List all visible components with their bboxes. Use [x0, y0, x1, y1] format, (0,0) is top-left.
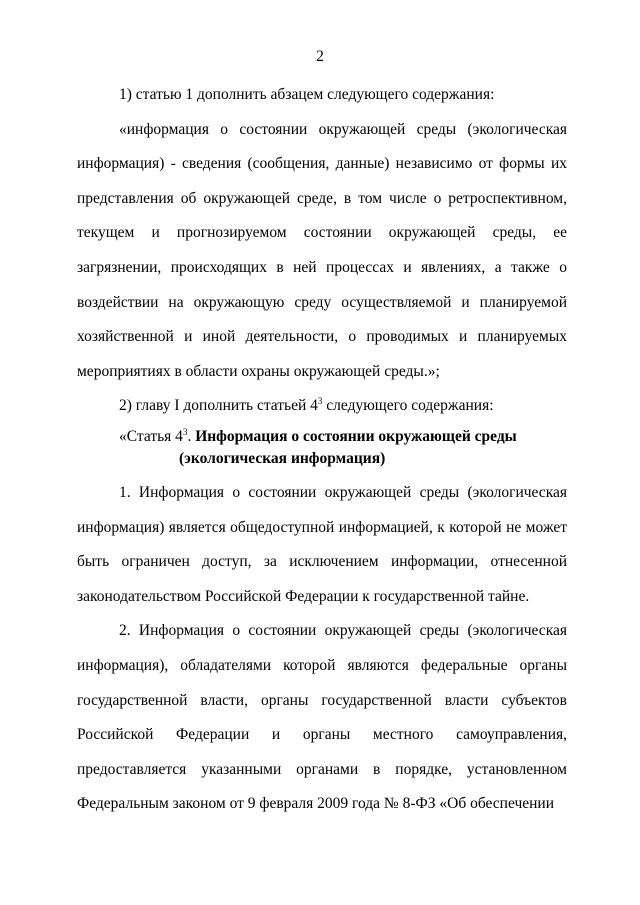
text-block-upper [77, 78, 567, 424]
amendment-2-paragraph [77, 389, 567, 424]
article-prefix-superscript: 3 [182, 426, 188, 437]
article-prefix-dot: . [187, 428, 192, 445]
amendment-2-superscript: 3 [317, 396, 323, 407]
page-number: 2 [316, 48, 324, 65]
amendment-1-paragraph: 1) статью 1 дополнить абзацем следующего содержания: [119, 86, 495, 103]
article-heading [119, 426, 517, 470]
point-2-paragraph: 2. Информация о состоянии окружающей среды (экологическая информация), обладателями которой являются федеральные органы государственной власти, органы государственной власти субъектов Российской Федерации и органы местного самоуправления, предоставляется указанными органами в порядке, установленном Федеральным законом от 9 февраля 2009 года № 8-ФЗ «Об обеспечении [77, 622, 567, 813]
amendment-2-text: 2) главу I дополнить статьей 4 [119, 397, 318, 415]
definition-quote-paragraph: «информация о состоянии окружающей среды (экологическая информация) - сведения (сообщения, данные) независимо от формы их представления об окружающей среде, в том числе о ретроспективном, текущем и прогнозируемом состоянии окружающей среды, ее загрязнении, происходящих в ней процессах и явлениях, а также о воздействии на окружающую среду осуществляемой и планируемой хозяйственной и иной деятельности, о проводимых и планируемых мероприятиях в области охраны окружающей среды.»; [77, 120, 567, 380]
text-block-lower [77, 476, 567, 822]
article-title-line-2: (экологическая информация) [179, 450, 386, 467]
amendment-2-text-end: следующего содержания: [322, 397, 494, 415]
point-1-paragraph: 1. Информация о состоянии окружающей среды (экологическая информация) является общедоступной информацией, к которой не может быть ограничен доступ, за исключением информации, отнесенной законодательством Российской Федерации к государственной тайне. [77, 484, 567, 605]
article-prefix: «Статья 4 [119, 428, 183, 445]
article-heading-line-1 [119, 426, 517, 448]
article-title-line-1: Информация о состоянии окружающей среды [195, 428, 517, 445]
